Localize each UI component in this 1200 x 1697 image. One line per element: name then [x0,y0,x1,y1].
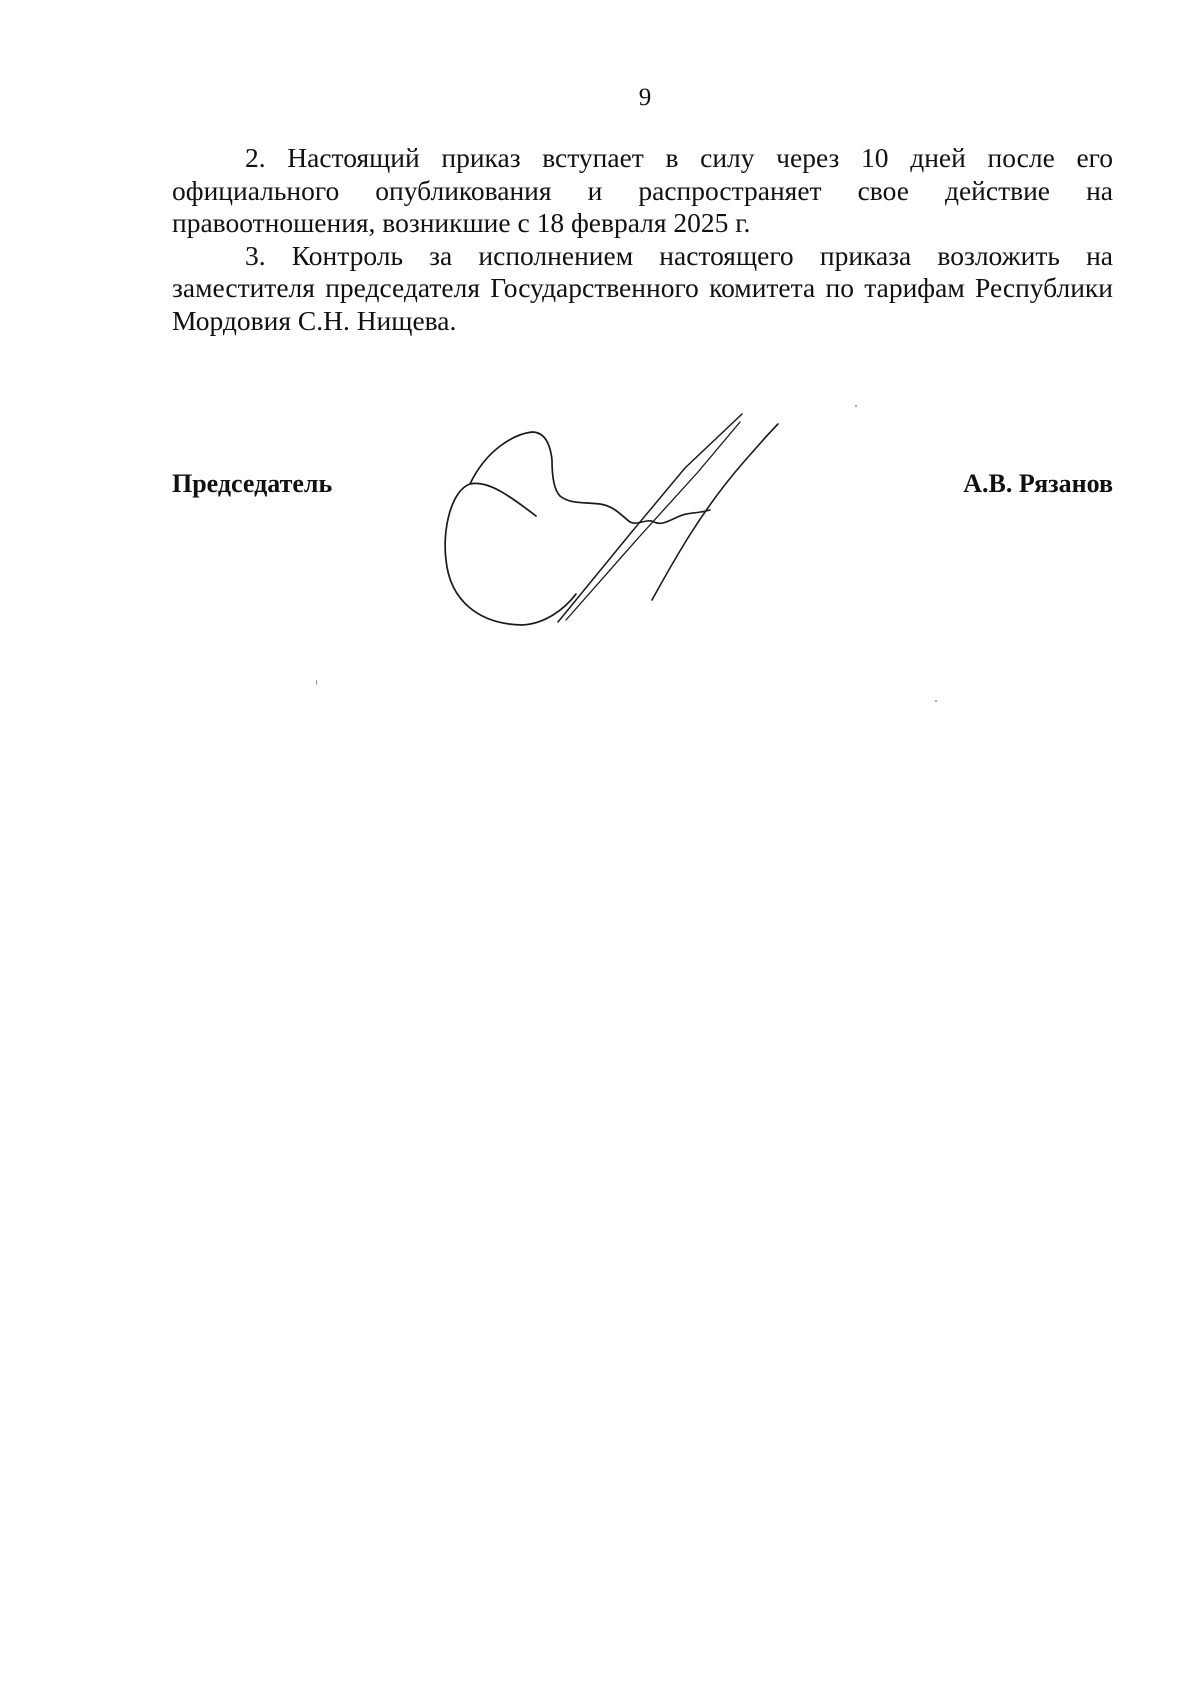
scan-speck [855,405,857,407]
document-body [172,142,1113,337]
scan-speck [935,700,937,702]
signature-loop-top-stroke [470,432,630,522]
signatory-name: А.В. Рязанов [963,469,1113,498]
page-number: 9 [638,84,652,111]
signature-diagonal-stroke-1 [558,414,742,622]
paragraph-3: 3. Контроль за исполнением настоящего приказа возложить на заместителя председателя Государственного комитета по тарифам Республики Мордовия С.Н. Нищева. [172,239,1113,336]
signatory-position: Председатель [172,469,333,498]
paragraph-2: 2. Настоящий приказ вступает в силу через 10 дней после его официального опубликования и распространяет свое действие на правоотношения, возникшие с 18 февраля 2025 г. [172,142,1113,238]
signature-loop-stroke [445,483,576,625]
signature-diagonal-stroke-3 [652,424,778,600]
signature-diagonal-stroke-2 [566,422,740,620]
scan-speck [316,680,317,685]
handwritten-signature [440,410,840,640]
